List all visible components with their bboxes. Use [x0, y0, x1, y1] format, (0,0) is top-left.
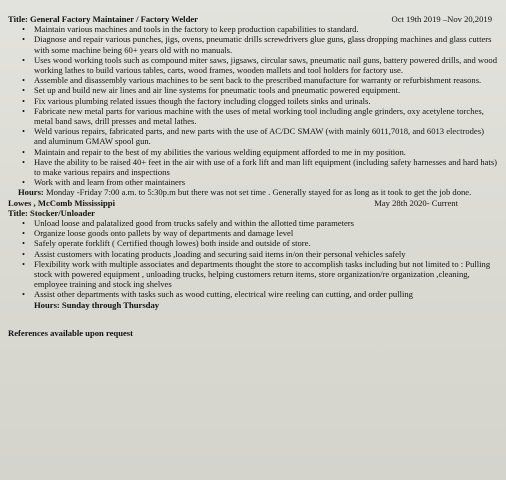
job1-duties-list	[8, 24, 498, 187]
job2-employer: Lowes ,	[8, 197, 36, 208]
job2-duties-list	[8, 218, 498, 300]
list-item: • Maintain and repair to the best of my abilities the various welding equipment afforded to me in my position.	[34, 147, 498, 157]
references-note: References available upon request	[8, 327, 133, 338]
list-item: • Assist other departments with tasks such as wood cutting, electrical wire reeling can cutting, and order pulling	[34, 289, 498, 299]
job1-hours-text: Monday -Friday 7:00 a.m. to 5:30p.m but there was not set time . Generally stayed for as long as it took to get the job done.	[45, 187, 472, 198]
list-item: • Maintain various machines and tools in the factory to keep production capabilities to standard.	[34, 24, 498, 34]
job1-hours-label: Hours:	[18, 187, 44, 198]
list-item: • Set up and build new air lines and air line systems for pneumatic tools and pneumatic powered equipment.	[34, 85, 498, 95]
job1-hours	[8, 187, 498, 197]
job2-city: McComb Mississippi	[37, 197, 115, 208]
job1-title	[8, 14, 198, 24]
list-item: • Fabricate new metal parts for various machine with the uses of metal working tool including angle grinders, oxy acetylene torches, metal band saws, drill presses and metal lathes.	[34, 106, 498, 126]
job2-title	[8, 208, 498, 218]
job2-title-label: Title:	[8, 207, 28, 218]
list-item: • Safely operate forklift ( Certified though lowes) both inside and outside of store.	[34, 238, 498, 248]
list-item: • Organize loose goods onto pallets by way of departments and damage level	[34, 228, 498, 238]
job2-title-text: Stocker/Unloader	[30, 207, 95, 218]
job2-location	[8, 198, 115, 208]
job1-header	[8, 14, 498, 24]
job1-title-label: Title:	[8, 14, 28, 24]
job2-hours: Hours: Sunday through Thursday	[34, 299, 160, 310]
list-item: • Weld various repairs, fabricated parts, and new parts with the use of AC/DC SMAW (with mainly 6011,7018, and 6013 electrodes) and aluminum GMAW spool gun.	[34, 126, 498, 146]
list-item: • Unload loose and palatalized good from trucks safely and within the allotted time parameters	[34, 218, 498, 228]
list-item: • Flexibility work with multiple associates and departments thought the store to accomplish tasks including but not limited to : Pulling stock with powered equipment , unloading trucks, helping customers return items, store organization/re organization ,cleaning, employee training and stock ing shelves	[34, 259, 498, 290]
job2-location-row	[8, 198, 498, 208]
list-item: • Diagnose and repair various punches, jigs, ovens, pneumatic drills screwdrivers glue guns, glass dropping machines and glass cutters with some machine being 60+ years old with no manuals.	[34, 34, 498, 54]
list-item: • Assemble and disassembly various machines to be sent back to the prescribed manufacture for warranty or refurbishment reasons.	[34, 75, 498, 85]
job1-dates: Oct 19th 2019 –Nov 20,2019	[391, 14, 492, 24]
list-item: • Work with and learn from other maintainers	[34, 177, 498, 187]
job1-title-text: General Factory Maintainer / Factory Welder	[30, 14, 198, 24]
list-item: • Assist customers with locating products ,loading and securing said items in/on their personal vehicles safely	[34, 249, 498, 259]
list-item: • Have the ability to be raised 40+ feet in the air with use of a fork lift and man lift equipment (including safety harnesses and hard hats) to make various repairs and inspections	[34, 157, 498, 177]
list-item: • Fix various plumbing related issues though the factory including clogged toilets sinks and urinals.	[34, 96, 498, 106]
list-item: • Uses wood working tools such as compound miter saws, jigsaws, circular saws, pneumatic nail guns, battery powered drills, and wood working lathes to build various tables, carts, wood frames, wooden mallets and tool holders for factory use.	[34, 55, 498, 75]
job2-dates: May 28th 2020- Current	[374, 197, 458, 208]
